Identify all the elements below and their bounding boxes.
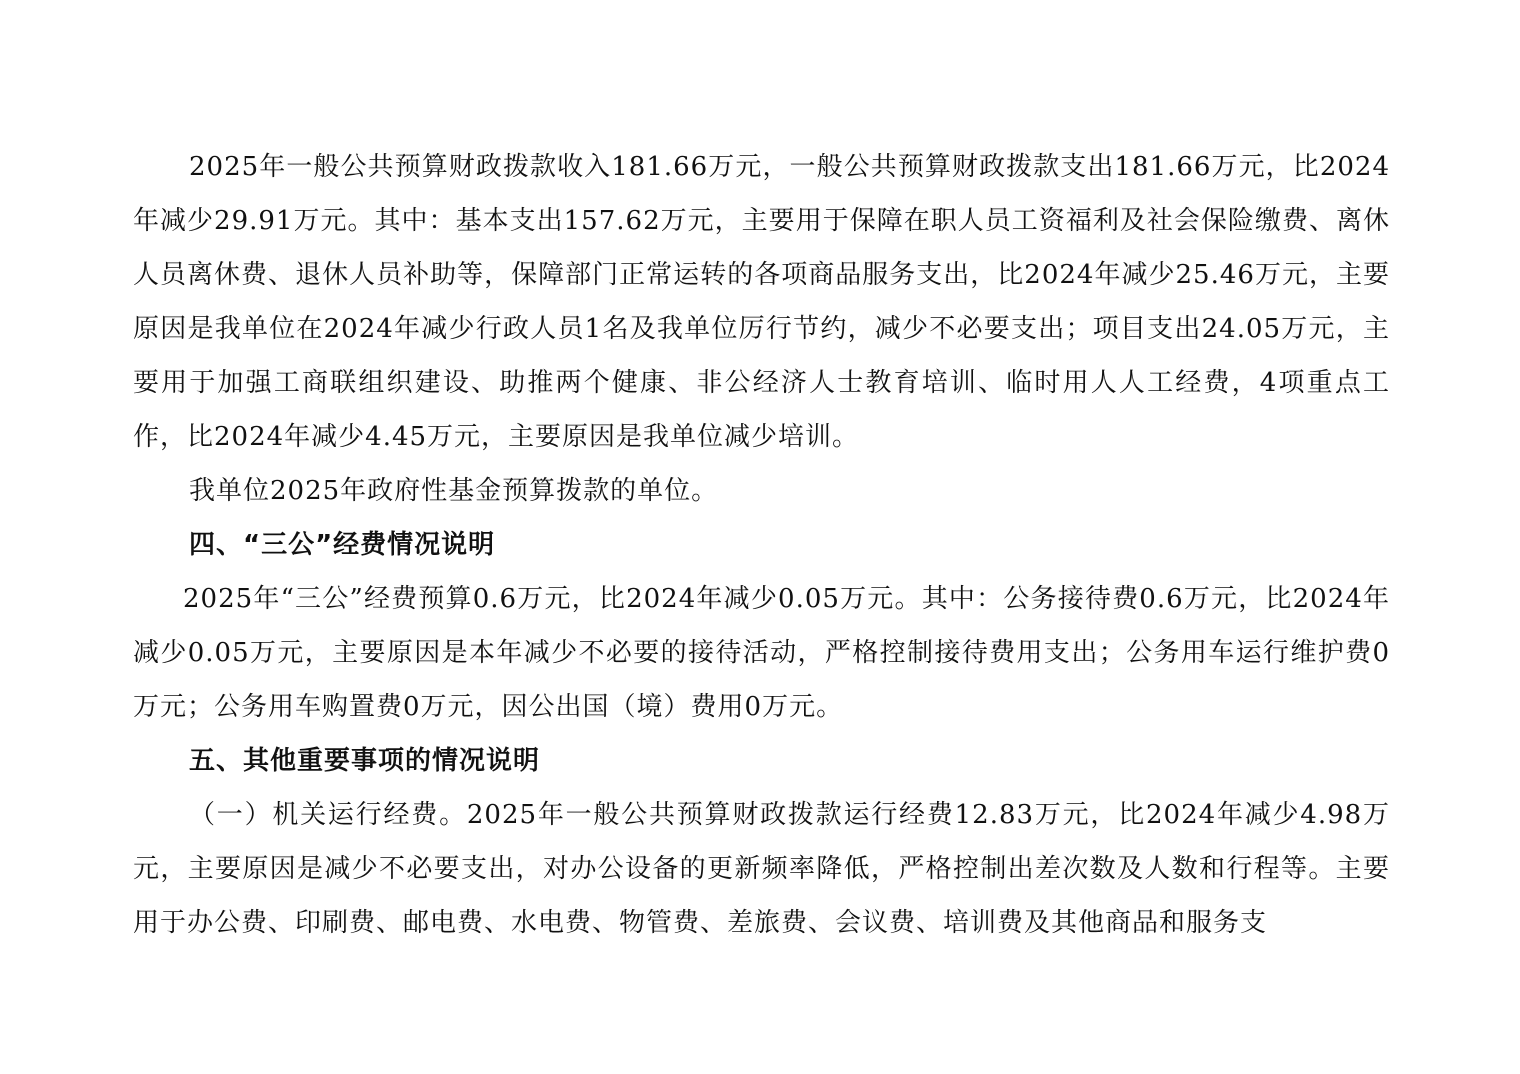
heading-other-matters: 五、其他重要事项的情况说明: [189, 746, 541, 776]
paragraph-general-budget: 2025年一般公共预算财政拨款收入181.66万元，一般公共预算财政拨款支出181.66万元，比2024年减少29.91万元。其中：基本支出157.62万元，主要用于保障在职人员工资福利及社会保险缴费、离休人员离休费、退休人员补助等，保障部门正常运转的各项商品服务支出，比2024年减少25.46万元，主要原因是我单位在2024年减少行政人员1名及我单位厉行节约，减少不必要支出；项目支出24.05万元，主要用于加强工商联组织建设、助推两个健康、非公经济人士教育培训、临时用人人工经费，4项重点工作，比2024年减少4.45万元，主要原因是我单位减少培训。: [133, 152, 1390, 452]
document-page: [133, 140, 1390, 950]
paragraph-three-public-expenses: 2025年“三公”经费预算0.6万元，比2024年减少0.05万元。其中：公务接待费0.6万元，比2024年减少0.05万元，主要原因是本年减少不必要的接待活动，严格控制接待费用支出；公务用车运行维护费0万元；公务用车购置费0万元，因公出国（境）费用0万元。: [133, 584, 1390, 722]
paragraph-operating-expenses: （一）机关运行经费。2025年一般公共预算财政拨款运行经费12.83万元，比2024年减少4.98万元，主要原因是减少不必要支出，对办公设备的更新频率降低，严格控制出差次数及人数和行程等。主要用于办公费、印刷费、邮电费、水电费、物管费、差旅费、会议费、培训费及其他商品和服务支: [133, 800, 1390, 938]
paragraph-government-fund: 我单位2025年政府性基金预算拨款的单位。: [189, 476, 719, 506]
heading-three-public-expenses: 四、“三公”经费情况说明: [189, 530, 496, 560]
